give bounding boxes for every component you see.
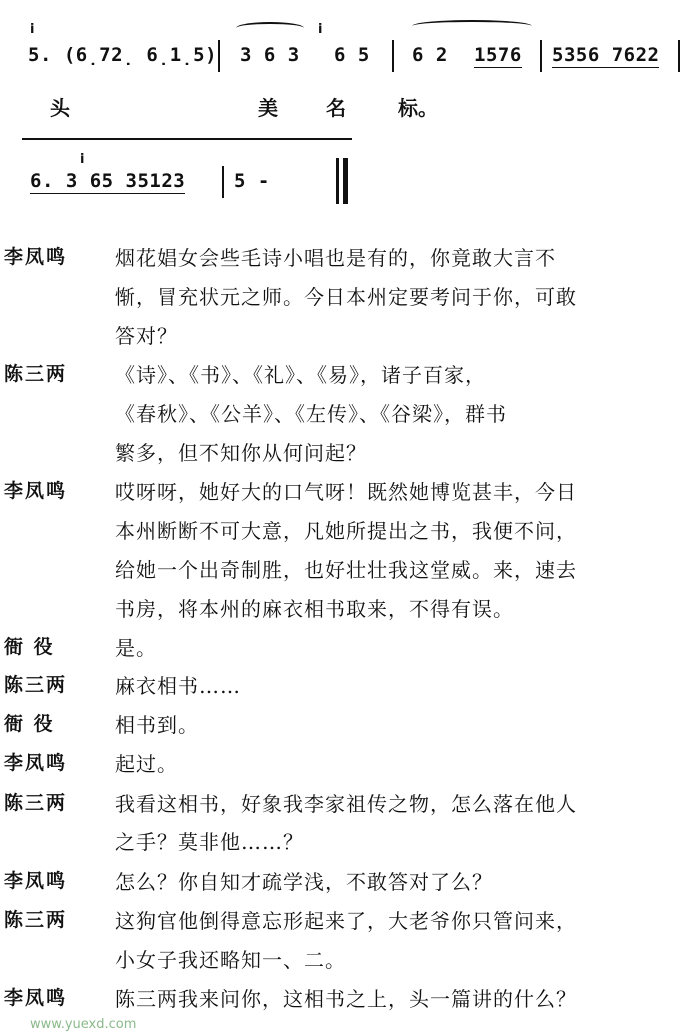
watermark: www.yuexd.com [30, 1017, 137, 1032]
dialogue-line: 这狗官他倒得意忘形起来了，大老爷你只管问来， [115, 909, 577, 933]
dialogue-line: 之手？莫非他……？ [115, 830, 304, 854]
score-notes: 6 5 [334, 44, 370, 66]
score-notes: 5. (6̣72̣ 6̣1̣5) [28, 44, 218, 66]
slur-mark [412, 20, 532, 32]
high-dot-mark: i [318, 22, 323, 37]
speaker-name: 陈三两 [4, 674, 68, 696]
speaker-name: 李凤鸣 [4, 246, 68, 268]
slur-mark [22, 138, 352, 150]
speaker-name: 李凤鸣 [4, 480, 68, 502]
speaker-name: 李凤鸣 [4, 870, 68, 892]
score-notes: 6. 3 65 35123 [30, 170, 186, 192]
bar-line [218, 40, 220, 72]
final-bar-line-thick [343, 158, 348, 204]
lyric-syllable: 头 [50, 96, 70, 120]
final-bar-line [336, 158, 339, 204]
speaker-name: 衙 役 [4, 713, 55, 735]
dialogue-line: 本州断断不可大意，凡她所提出之书，我便不问， [115, 519, 577, 543]
lyric-syllable: 标。 [398, 96, 438, 120]
bar-line [540, 40, 542, 72]
score-notes: 5356 7622 [552, 44, 660, 66]
speaker-name: 陈三两 [4, 792, 68, 814]
speaker-name: 陈三两 [4, 909, 68, 931]
lyric-syllable: 美 [258, 96, 278, 120]
dialogue-line: 《春秋》、《公羊》、《左传》、《谷梁》，群书 [115, 402, 507, 426]
bar-line [678, 40, 680, 72]
dialogue-line: 小女子我还略知一、二。 [115, 948, 346, 972]
speaker-name: 衙 役 [4, 636, 55, 658]
dialogue-line: 起过。 [115, 752, 178, 776]
dialogue-line: 答对？ [115, 324, 178, 348]
dialogue-line: 《诗》、《书》、《礼》、《易》，诸子百家， [115, 363, 486, 387]
dialogue-line: 书房，将本州的麻衣相书取来，不得有误。 [115, 597, 514, 621]
score-notes: 5 - [234, 170, 270, 192]
dialogue-line: 是。 [115, 636, 157, 660]
score-notes: 3 6 3 [240, 44, 300, 66]
bar-line [222, 166, 224, 198]
speaker-name: 陈三两 [4, 363, 68, 385]
dialogue-line: 怎么？你自知才疏学浅，不敢答对了么？ [115, 870, 493, 894]
dialogue-line: 我看这相书，好象我李家祖传之物，怎么落在他人 [115, 792, 577, 816]
speaker-name: 李凤鸣 [4, 752, 68, 774]
score-notes: 1576 [474, 44, 522, 66]
dialogue-line: 哎呀呀，她好大的口气呀！既然她博览甚丰，今日 [115, 480, 577, 504]
dialogue-line: 陈三两我来问你，这相书之上，头一篇讲的什么？ [115, 987, 577, 1011]
bar-line [392, 40, 394, 72]
dialogue-line: 惭，冒充状元之师。今日本州定要考问于你，可敢 [115, 285, 577, 309]
high-dot-mark: i [80, 152, 85, 167]
slur-mark [236, 22, 304, 34]
dialogue-line: 给她一个出奇制胜，也好壮壮我这堂威。来，速去 [115, 558, 577, 582]
high-dot-mark: i [30, 22, 35, 37]
dialogue-line: 麻衣相书…… [115, 674, 241, 698]
lyric-syllable: 名 [326, 96, 346, 120]
dialogue-line: 烟花娼女会些毛诗小唱也是有的，你竟敢大言不 [115, 246, 556, 270]
dialogue-line: 繁多，但不知你从何问起？ [115, 441, 367, 465]
score-notes: 6 2 [412, 44, 448, 66]
speaker-name: 李凤鸣 [4, 987, 68, 1009]
dialogue-line: 相书到。 [115, 713, 199, 737]
